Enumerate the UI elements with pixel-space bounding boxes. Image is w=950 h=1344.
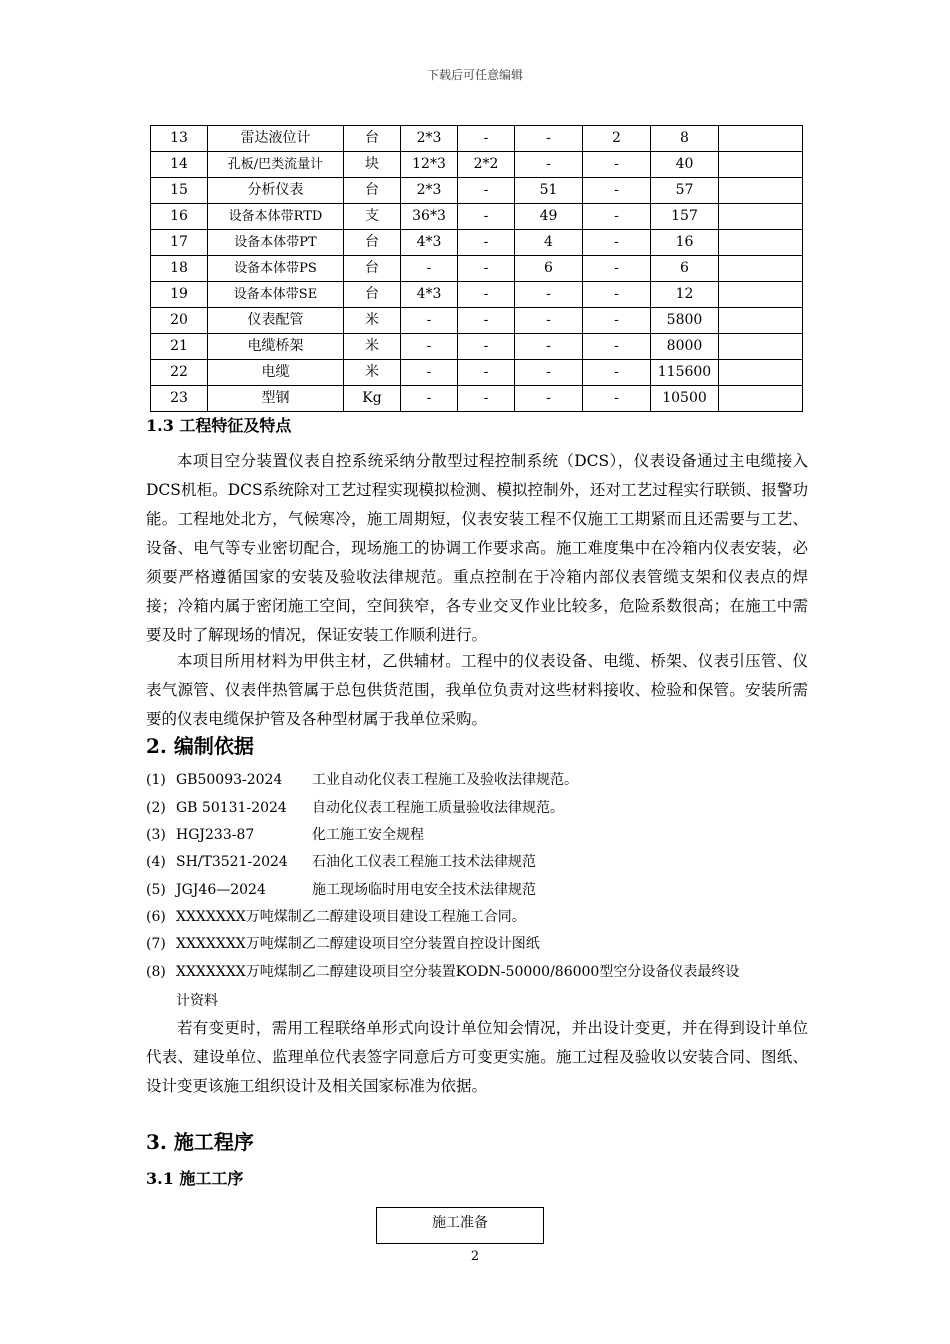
table-cell: 12 — [651, 282, 719, 308]
reference-code: HGJ233-87 — [176, 827, 255, 843]
table-cell — [719, 334, 803, 360]
table-cell: - — [583, 152, 651, 178]
table-cell: - — [458, 334, 515, 360]
table-cell: - — [583, 360, 651, 386]
table-cell: 5800 — [651, 308, 719, 334]
reference-text: 自动化仪表工程施工质量验收法律规范。 — [312, 800, 564, 816]
table-cell: 设备本体带PT — [208, 230, 344, 256]
section-1-3-title: 1.3 工程特征及特点 — [146, 416, 292, 435]
reference-item — [146, 852, 536, 872]
table-cell: 49 — [515, 204, 583, 230]
reference-text: XXXXXXX万吨煤制乙二醇建设项目空分装置自控设计图纸 — [176, 936, 540, 952]
table-cell — [719, 282, 803, 308]
table-cell: 22 — [151, 360, 208, 386]
reference-number: (2) — [146, 800, 166, 816]
table-cell: - — [515, 360, 583, 386]
table-cell: - — [458, 386, 515, 412]
table-cell: - — [583, 282, 651, 308]
reference-text: XXXXXXX万吨煤制乙二醇建设项目建设工程施工合同。 — [176, 909, 526, 925]
table-cell: 157 — [651, 204, 719, 230]
reference-text: XXXXXXX万吨煤制乙二醇建设项目空分装置KODN-50000/86000型空分设备仪表最终设 — [176, 964, 740, 980]
table-row — [151, 360, 803, 386]
table-cell: 14 — [151, 152, 208, 178]
reference-text: 工业自动化仪表工程施工及验收法律规范。 — [312, 772, 578, 788]
table-cell: - — [401, 334, 458, 360]
table-cell: 10500 — [651, 386, 719, 412]
section-3-1-title: 3.1 施工工序 — [146, 1169, 244, 1188]
table-cell: 台 — [344, 282, 401, 308]
table-cell: - — [583, 308, 651, 334]
reference-item — [146, 962, 739, 982]
table-cell: - — [401, 360, 458, 386]
table-cell: 23 — [151, 386, 208, 412]
table-cell: - — [515, 334, 583, 360]
section-1-3-paragraph-1: 本项目空分装置仪表自控系统采纳分散型过程控制系统（DCS），仪表设备通过主电缆接入DCS机柜。DCS系统除对工艺过程实现模拟检测、模拟控制外，还对工艺过程实行联锁、报警功能。工程地处北方，气候寒冷，施工周期短，仪表安装工程不仅施工工期紧而且还需要与工艺、设备、电气等专业密切配合，现场施工的协调工作要求高。施工难度集中在冷箱内仪表安装，必须要严格遵循国家的安装及验收法律规范。重点控制在于冷箱内部仪表管缆支架和仪表点的焊接；冷箱内属于密闭施工空间，空间狭窄，各专业交叉作业比较多，危险系数很高；在施工中需要及时了解现场的情况，保证安装工作顺利进行。 — [146, 452, 808, 644]
reference-code: GB 50131-2024 — [176, 800, 287, 816]
table-row — [151, 204, 803, 230]
table-cell: - — [583, 230, 651, 256]
table-cell: 米 — [344, 360, 401, 386]
table-cell: - — [515, 308, 583, 334]
table-cell: - — [583, 204, 651, 230]
reference-code: SH/T3521-2024 — [176, 854, 288, 870]
reference-item — [146, 770, 578, 790]
table-cell: 2*3 — [401, 126, 458, 152]
reference-item — [146, 825, 424, 845]
table-cell: 型钢 — [208, 386, 344, 412]
table-cell: - — [583, 256, 651, 282]
table-cell: - — [401, 386, 458, 412]
table-cell: Kg — [344, 386, 401, 412]
table-cell — [719, 360, 803, 386]
table-cell — [719, 126, 803, 152]
reference-number: (1) — [146, 772, 166, 788]
table-cell: 13 — [151, 126, 208, 152]
table-cell: 2 — [583, 126, 651, 152]
table-cell: 块 — [344, 152, 401, 178]
table-row — [151, 308, 803, 334]
table-cell: - — [458, 360, 515, 386]
table-cell: 19 — [151, 282, 208, 308]
page-header: 下载后可任意编辑 — [426, 68, 523, 82]
table-cell: 40 — [651, 152, 719, 178]
reference-text: 施工现场临时用电安全技术法律规范 — [312, 882, 536, 898]
flowchart-step-box: 施工准备 — [376, 1207, 544, 1244]
table-cell: - — [515, 386, 583, 412]
table-cell: 2*3 — [401, 178, 458, 204]
table-cell: 台 — [344, 256, 401, 282]
table-cell: 设备本体带RTD — [208, 204, 344, 230]
table-cell: 18 — [151, 256, 208, 282]
table-row — [151, 230, 803, 256]
reference-number: (6) — [146, 909, 166, 925]
table-cell — [719, 204, 803, 230]
table-cell: 台 — [344, 230, 401, 256]
table-cell: 4 — [515, 230, 583, 256]
table-cell: - — [583, 386, 651, 412]
table-cell: - — [515, 282, 583, 308]
reference-code: GB50093-2024 — [176, 772, 283, 788]
reference-number: (5) — [146, 882, 166, 898]
table-cell — [719, 152, 803, 178]
reference-item — [146, 880, 536, 900]
section-2-title: 2. 编制依据 — [146, 734, 254, 758]
table-row — [151, 256, 803, 282]
table-cell: 设备本体带PS — [208, 256, 344, 282]
table-cell: 孔板/巴类流量计 — [208, 152, 344, 178]
table-cell: 8 — [651, 126, 719, 152]
table-cell: 雷达液位计 — [208, 126, 344, 152]
table-cell: - — [583, 334, 651, 360]
table-cell: 20 — [151, 308, 208, 334]
table-row — [151, 178, 803, 204]
table-cell: - — [458, 308, 515, 334]
table-cell: 电缆桥架 — [208, 334, 344, 360]
table-row — [151, 282, 803, 308]
table-row — [151, 386, 803, 412]
table-cell: 21 — [151, 334, 208, 360]
table-cell: - — [458, 230, 515, 256]
table-cell: 电缆 — [208, 360, 344, 386]
table-cell — [719, 308, 803, 334]
reference-text: 化工施工安全规程 — [312, 827, 424, 843]
table-cell: - — [583, 178, 651, 204]
table-cell: 支 — [344, 204, 401, 230]
table-cell: 台 — [344, 178, 401, 204]
reference-number: (7) — [146, 936, 166, 952]
table-cell: 51 — [515, 178, 583, 204]
section-2-paragraph: 若有变更时，需用工程联络单形式向设计单位知会情况，并出设计变更，并在得到设计单位代表、建设单位、监理单位代表签字同意后方可变更实施。施工过程及验收以安装合同、图纸、设计变更该施工组织设计及相关国家标准为依据。 — [146, 1019, 808, 1095]
table-cell: 仪表配管 — [208, 308, 344, 334]
table-cell: 米 — [344, 334, 401, 360]
table-cell: 16 — [151, 204, 208, 230]
reference-text-continued: 计资料 — [176, 993, 218, 1009]
table-cell: 12*3 — [401, 152, 458, 178]
reference-item — [146, 934, 540, 954]
table-cell: 6 — [515, 256, 583, 282]
reference-number: (3) — [146, 827, 166, 843]
table-cell: 57 — [651, 178, 719, 204]
reference-code: JGJ46—2024 — [176, 882, 266, 898]
table-cell: 米 — [344, 308, 401, 334]
table-row — [151, 152, 803, 178]
table-cell — [719, 386, 803, 412]
table-cell — [719, 230, 803, 256]
table-cell: - — [458, 126, 515, 152]
table-cell: 4*3 — [401, 282, 458, 308]
reference-item — [146, 798, 564, 818]
table-cell: 设备本体带SE — [208, 282, 344, 308]
table-cell: 6 — [651, 256, 719, 282]
reference-number: (8) — [146, 964, 166, 980]
table-cell: 15 — [151, 178, 208, 204]
reference-item — [146, 907, 526, 927]
table-cell: 分析仪表 — [208, 178, 344, 204]
reference-number: (4) — [146, 854, 166, 870]
table-row — [151, 126, 803, 152]
table-cell — [719, 256, 803, 282]
table-cell: - — [515, 126, 583, 152]
table-row — [151, 334, 803, 360]
table-cell — [719, 178, 803, 204]
table-cell: - — [458, 178, 515, 204]
table-cell: - — [515, 152, 583, 178]
table-cell: - — [458, 282, 515, 308]
equipment-table — [150, 125, 803, 412]
table-cell: 台 — [344, 126, 401, 152]
section-3-title: 3. 施工程序 — [146, 1130, 254, 1154]
table-cell: 4*3 — [401, 230, 458, 256]
table-cell: 8000 — [651, 334, 719, 360]
table-cell: - — [458, 256, 515, 282]
table-cell: 17 — [151, 230, 208, 256]
table-cell: - — [401, 256, 458, 282]
table-cell: 16 — [651, 230, 719, 256]
section-1-3-paragraph-2: 本项目所用材料为甲供主材，乙供辅材。工程中的仪表设备、电缆、桥架、仪表引压管、仪表气源管、仪表伴热管属于总包供货范围，我单位负责对这些材料接收、检验和保管。安装所需要的仪表电缆保护管及各种型材属于我单位采购。 — [146, 652, 808, 728]
table-cell: - — [458, 204, 515, 230]
table-cell: 36*3 — [401, 204, 458, 230]
table-cell: 115600 — [651, 360, 719, 386]
table-cell: 2*2 — [458, 152, 515, 178]
page-number: 2 — [470, 1249, 480, 1264]
table-cell: - — [401, 308, 458, 334]
reference-text: 石油化工仪表工程施工技术法律规范 — [312, 854, 536, 870]
